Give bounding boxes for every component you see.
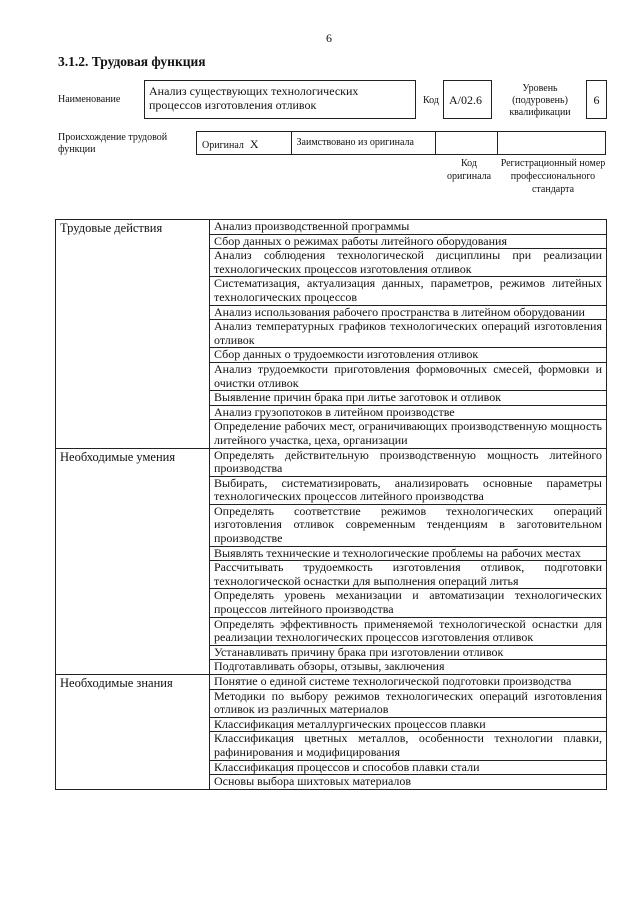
list-item: Классификация металлургических процессов плавки — [210, 717, 607, 732]
list-item: Классификация цветных металлов, особенности технологии плавки, рафинирования и модифицирования — [210, 732, 607, 760]
section-category: Необходимые умения — [56, 448, 210, 675]
code-label: Код — [423, 95, 439, 106]
list-item: Анализ грузопотоков в литейном производстве — [210, 405, 607, 420]
list-item: Определять соответствие режимов технологических операций изготовления отливок современным тенденциям в заготовительном производстве — [210, 504, 607, 546]
table-row — [56, 448, 607, 476]
list-item: Определять эффективность применяемой технологической оснастки для реализации технологических процессов изготовления отливок — [210, 617, 607, 645]
list-item: Анализ использования рабочего пространства в литейном оборудовании — [210, 305, 607, 320]
labor-function-table — [55, 219, 607, 790]
list-item: Определять уровень механизации и автоматизации технологических процессов литейного производства — [210, 589, 607, 617]
list-item: Анализ температурных графиков технологических операций изготовления отливок — [210, 320, 607, 348]
list-item: Анализ соблюдения технологической дисциплины при реализации технологических процессов изготовления отливок — [210, 249, 607, 277]
original-code-caption: Код оригинала — [446, 158, 492, 182]
list-item: Сбор данных о режимах работы литейного оборудования — [210, 234, 607, 249]
list-item: Классификация процессов и способов плавки стали — [210, 760, 607, 775]
list-item: Сбор данных о трудоемкости изготовления отливок — [210, 348, 607, 363]
origin-row — [196, 131, 606, 155]
function-name-field: Анализ существующих технологических процессов изготовления отливок — [144, 80, 416, 119]
page-number: 6 — [326, 31, 332, 45]
list-item: Понятие о единой системе технологической подготовки производства — [210, 675, 607, 690]
list-item: Систематизация, актуализация данных, параметров, режимов литейных технологических процессов — [210, 277, 607, 305]
code-field: A/02.6 — [443, 80, 492, 119]
table-row — [56, 675, 607, 690]
original-code-cell — [436, 132, 498, 154]
list-item: Подготавливать обзоры, отзывы, заключения — [210, 660, 607, 675]
list-item: Выявлять технические и технологические проблемы на рабочих местах — [210, 546, 607, 561]
list-item: Анализ производственной программы — [210, 220, 607, 235]
reg-number-caption: Регистрационный номер профессионального стандарта — [500, 158, 606, 195]
list-item: Выбирать, систематизировать, анализировать основные параметры технологических процессов литейного производства — [210, 476, 607, 504]
section-category: Необходимые знания — [56, 675, 210, 790]
list-item: Устанавливать причину брака при изготовлении отливок — [210, 645, 607, 660]
list-item: Выявление причин брака при литье заготовок и отливок — [210, 391, 607, 406]
reg-number-cell — [498, 132, 605, 154]
list-item: Рассчитывать трудоемкость изготовления отливок, подготовки технологической оснастки для выполнения операций литья — [210, 561, 607, 589]
original-label: Оригинал — [202, 140, 244, 151]
section-title: 3.1.2. Трудовая функция — [58, 54, 206, 69]
list-item: Определение рабочих мест, ограничивающих производственную мощность литейного участка, цеха, организации — [210, 420, 607, 448]
original-cell — [197, 132, 292, 154]
list-item: Методики по выбору режимов технологических операций изготовления отливок из различных материалов — [210, 689, 607, 717]
level-label: Уровень (подуровень) квалификации — [509, 83, 571, 118]
original-mark: X — [249, 137, 259, 151]
list-item: Основы выбора шихтовых материалов — [210, 775, 607, 790]
list-item: Анализ трудоемкости приготовления формовочных смесей, формовки и очистки отливок — [210, 362, 607, 390]
section-category: Трудовые действия — [56, 220, 210, 449]
table-row — [56, 220, 607, 235]
name-label: Наименование — [58, 94, 121, 105]
borrowed-cell: Заимствовано из оригинала — [292, 132, 436, 154]
level-field: 6 — [586, 80, 607, 119]
origin-label: Происхождение трудовой функции — [58, 132, 168, 155]
list-item: Определять действительную производственную мощность литейного производства — [210, 448, 607, 476]
